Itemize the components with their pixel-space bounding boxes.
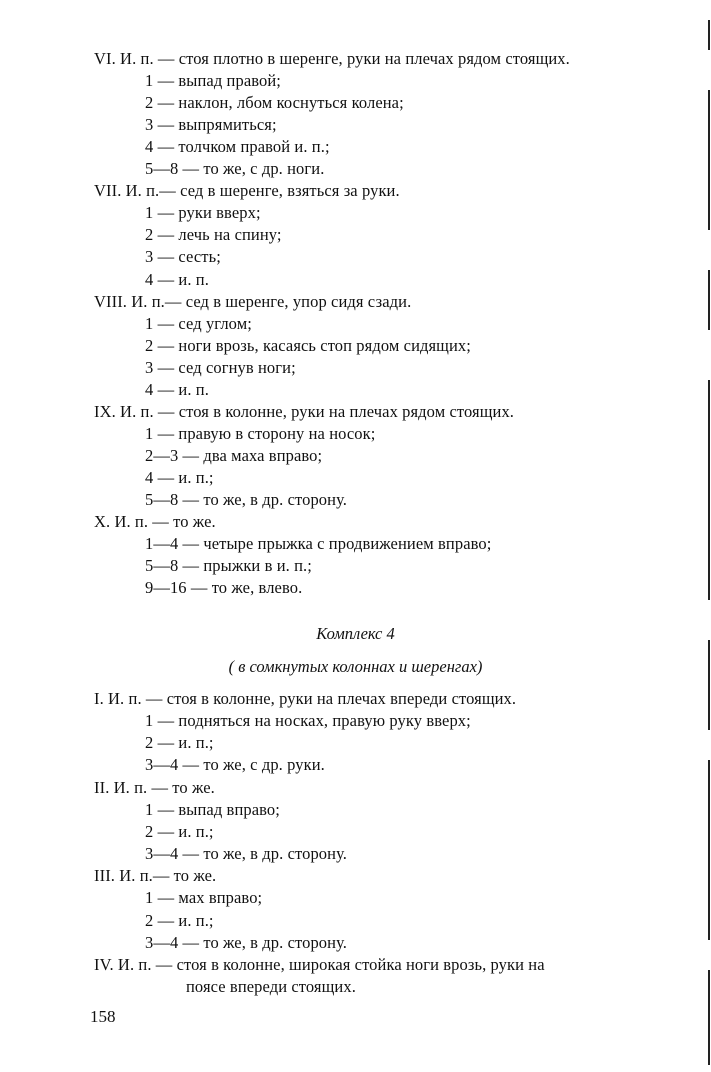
exercise-step: 4 — толчком правой и. п.; (145, 137, 330, 157)
exercise-start-position: III. И. п.— то же. (94, 866, 217, 886)
exercise-start-position: VII. И. п.— сед в шеренге, взяться за руки. (94, 181, 400, 201)
exercise-step: 3 — выпрямиться; (145, 115, 277, 135)
exercise-step: 2 — и. п.; (145, 910, 214, 930)
exercise-start-position: IV. И. п. — стоя в колонне, широкая стойка ноги врозь, руки на (94, 954, 545, 974)
exercise-step: 3 — сесть; (145, 247, 221, 267)
exercise-start-position: II. И. п. — то же. (94, 777, 215, 797)
complex-title: Комплекс 4 (316, 624, 395, 643)
exercise-continuation: поясе впереди стоящих. (186, 976, 356, 996)
exercise-step: 3 — сед согнув ноги; (145, 357, 296, 377)
exercise-step: 4 — и. п.; (145, 467, 214, 487)
exercise-step: 5—8 — то же, с др. ноги. (145, 159, 325, 179)
exercise-step: 3—4 — то же, в др. сторону. (145, 932, 348, 952)
exercise-start-position: IX. И. п. — стоя в колонне, руки на плечах рядом стоящих. (94, 401, 515, 421)
exercise-step: 4 — и. п. (145, 379, 209, 399)
exercise-start-position: VIII. И. п.— сед в шеренге, упор сидя сзади. (94, 291, 412, 311)
exercise-step: 1 — сед углом; (145, 313, 252, 333)
exercise-step: 2 — ноги врозь, касаясь стоп рядом сидящих; (145, 335, 471, 355)
exercise-step: 2 — и. п.; (145, 733, 214, 753)
exercise-step: 3—4 — то же, в др. сторону. (145, 844, 348, 864)
exercise-step: 2—3 — два маха вправо; (145, 445, 323, 465)
exercise-step: 5—8 — прыжки в и. п.; (145, 556, 312, 576)
page-number: 158 (90, 1007, 116, 1026)
exercise-start-position: VI. И. п. — стоя плотно в шеренге, руки на плечах рядом стоящих. (94, 49, 570, 68)
complex-subtitle: ( в сомкнутых колоннах и шеренгах) (228, 657, 483, 676)
exercise-step: 2 — и. п.; (145, 821, 214, 841)
exercise-start-position: X. И. п. — то же. (94, 512, 216, 532)
exercise-step: 2 — лечь на спину; (145, 225, 282, 245)
page-edge-shadow (705, 0, 711, 1072)
exercise-start-position: I. И. п. — стоя в колонне, руки на плечах впереди стоящих. (94, 689, 517, 708)
exercise-step: 1 — руки вверх; (145, 203, 261, 223)
exercise-step: 1 — мах вправо; (145, 888, 263, 908)
exercise-step: 1 — выпад вправо; (145, 799, 280, 819)
exercise-step: 4 — и. п. (145, 269, 209, 289)
exercise-step: 1 — правую в сторону на носок; (145, 423, 376, 443)
exercise-step: 1—4 — четыре прыжка с продвижением вправо; (145, 534, 492, 554)
exercise-step: 9—16 — то же, влево. (145, 578, 303, 598)
exercise-step: 1 — подняться на носках, правую руку вверх; (145, 711, 471, 731)
exercise-step: 5—8 — то же, в др. сторону. (145, 490, 348, 509)
exercise-step: 2 — наклон, лбом коснуться колена; (145, 93, 404, 113)
exercise-step: 1 — выпад правой; (145, 71, 281, 91)
exercise-step: 3—4 — то же, с др. руки. (145, 755, 325, 775)
